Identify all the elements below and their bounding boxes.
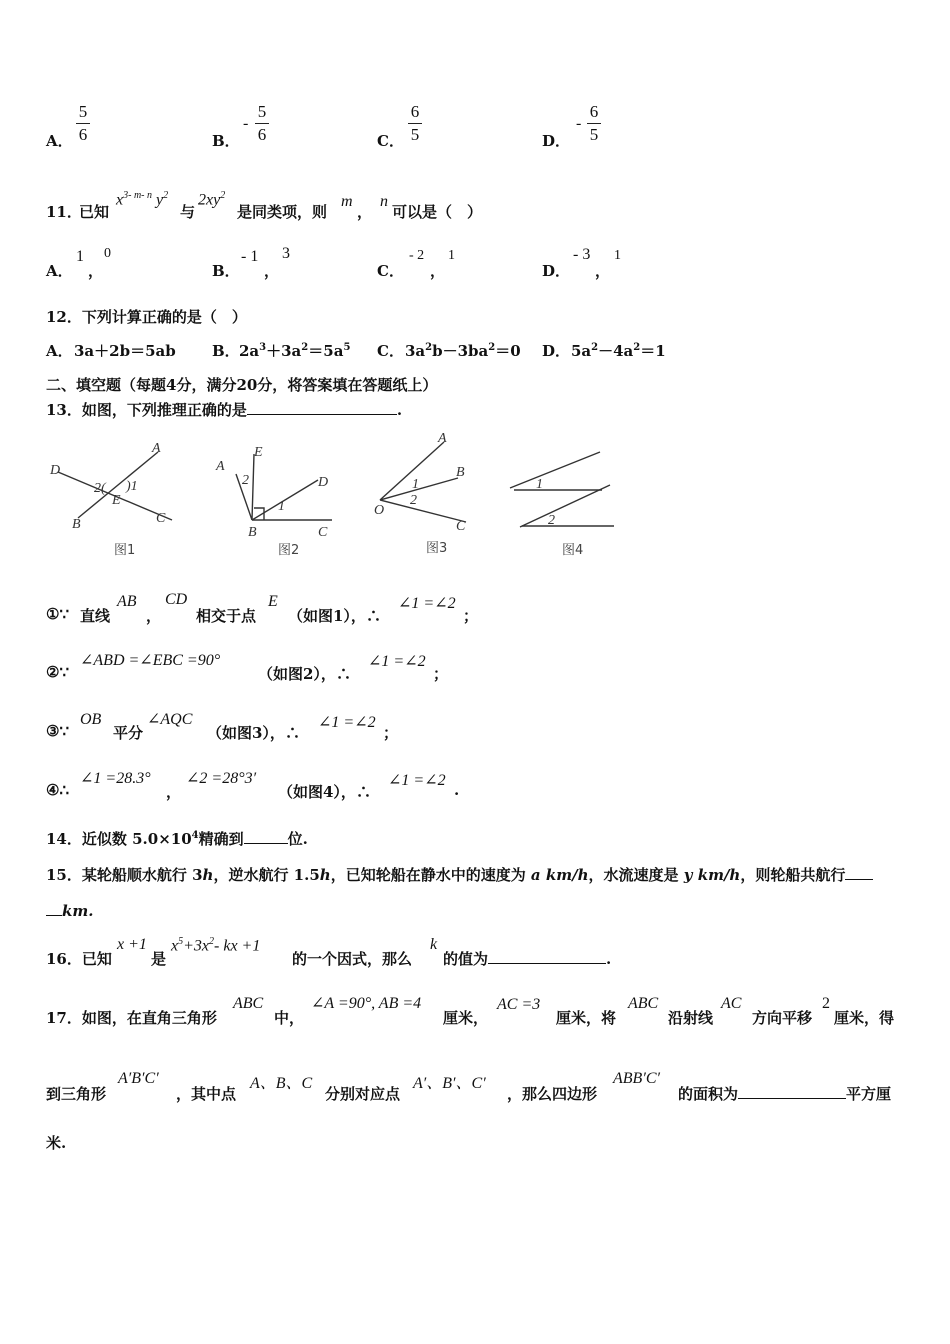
q17-text-14: 米. bbox=[46, 1134, 67, 1152]
q12-option-d-letter[interactable]: D． bbox=[542, 342, 571, 360]
q12-option-c-letter[interactable]: C． bbox=[377, 342, 404, 360]
q13-answer-blank[interactable] bbox=[247, 400, 397, 415]
q17-text-9: ，其中点 bbox=[176, 1085, 237, 1103]
q17-text-4: 厘米，将 bbox=[556, 1009, 617, 1027]
q13-item-3-conclusion: ∠1 =∠2 bbox=[318, 714, 376, 731]
q10-option-b-sign: - bbox=[243, 115, 249, 132]
fig2-label-2: 2 bbox=[242, 473, 249, 488]
q11-option-c-value1: - 2 bbox=[409, 248, 425, 263]
q10-option-b-fraction: $\frac{5}{6}$ bbox=[255, 103, 269, 144]
q12-option-a: 3a＋2b＝5ab bbox=[74, 342, 176, 360]
q11-text-2: 与 bbox=[180, 203, 196, 221]
q12-option-d: $5a^2-4a^2=1$ bbox=[571, 342, 666, 360]
q11-text-3: 是同类项，则 bbox=[237, 203, 328, 221]
q11-option-b-value1: - 1 bbox=[241, 248, 259, 265]
fig3-label-1: 1 bbox=[412, 477, 419, 492]
fig1-label-1: )1 bbox=[126, 479, 138, 494]
q17-points: A、B、C bbox=[250, 1075, 313, 1092]
fig2-label-a: A bbox=[216, 459, 225, 474]
fig2-caption: 图2 bbox=[278, 543, 300, 558]
q12-option-a-letter[interactable]: A． bbox=[46, 342, 73, 360]
q13-item-1-text-3: （如图1），∴ bbox=[288, 607, 381, 625]
fig4-transversal-2 bbox=[520, 485, 610, 527]
fig1-label-e: E bbox=[112, 493, 121, 508]
q17-text-2: 中， bbox=[274, 1009, 305, 1027]
q13-item-1-cd: CD bbox=[165, 591, 188, 608]
q13-item-1-text-2: 相交于点 bbox=[196, 607, 257, 625]
q17-points-prime: A′、B′、C′ bbox=[413, 1075, 486, 1092]
q11-option-a-letter[interactable]: A． bbox=[46, 262, 73, 280]
q13-item-1-text-1: 直线 bbox=[80, 607, 111, 625]
q12-option-b-letter[interactable]: B． bbox=[212, 342, 240, 360]
section-2-title: 二、填空题（每题4分，满分20分，将答案填在答题纸上） bbox=[46, 376, 438, 394]
q13-item-3-text-2: （如图3），∴ bbox=[207, 724, 300, 742]
q11-option-a-sep: ， bbox=[88, 262, 104, 280]
q17-text-3: 厘米， bbox=[443, 1009, 489, 1027]
q11-number: 11． bbox=[46, 203, 82, 221]
q17-abc: ABC bbox=[233, 995, 264, 1012]
q13-item-2-end: ； bbox=[433, 665, 449, 683]
q17-text-8: 到三角形 bbox=[46, 1085, 107, 1103]
q11-expr2: $2xy^2$ bbox=[198, 190, 226, 209]
q17-text-6: 方向平移 bbox=[752, 1009, 813, 1027]
fig1-label-b: B bbox=[72, 517, 81, 532]
q13-item-4-text: （如图4），∴ bbox=[278, 783, 371, 801]
q16-text-2: 是 bbox=[151, 950, 167, 968]
q17-ac: AC =3 bbox=[497, 996, 541, 1013]
q11-option-b-sep: ， bbox=[264, 262, 280, 280]
q13-item-3-ob: OB bbox=[80, 711, 102, 728]
q15-answer-blank-part2[interactable] bbox=[46, 901, 62, 916]
q17-text-1: 17．如图，在直角三角形 bbox=[46, 1009, 217, 1027]
q13-item-1-mark: ①∵ bbox=[46, 605, 69, 623]
q11-option-b-value2: 3 bbox=[282, 245, 290, 262]
q11-option-a-value1: 1 bbox=[76, 248, 84, 265]
q16-var-k: k bbox=[430, 936, 438, 953]
q11-option-d-sep: ， bbox=[595, 262, 611, 280]
q10-option-c-fraction: $\frac{6}{5}$ bbox=[408, 103, 422, 144]
fig1-caption: 图1 bbox=[114, 543, 136, 558]
q13-item-3-aqc: ∠AQC bbox=[147, 711, 193, 728]
q11-text-4: 可以是（ ） bbox=[392, 203, 483, 221]
q11-expr1: $x^{3- m- n}$ $y^2$ bbox=[116, 190, 169, 209]
q17-answer-blank[interactable] bbox=[738, 1084, 846, 1099]
q13-item-2-text: （如图2），∴ bbox=[258, 665, 351, 683]
q11-option-b-letter[interactable]: B． bbox=[212, 262, 240, 280]
q13-item-4-cond-1: ∠1 =28.3° bbox=[80, 770, 151, 787]
q10-option-a-fraction: $\frac{5}{6}$ bbox=[76, 103, 90, 144]
q11-option-d-value1: - 3 bbox=[573, 246, 591, 263]
q13-item-1-ab: AB bbox=[117, 593, 137, 610]
q17-text-7: 厘米，得 bbox=[834, 1009, 895, 1027]
q15-answer-blank-part1[interactable] bbox=[845, 865, 873, 880]
q11-var-m: m bbox=[341, 193, 353, 210]
q11-option-c-sep: ， bbox=[430, 262, 446, 280]
q11-option-d-letter[interactable]: D． bbox=[542, 262, 571, 280]
q11-comma: ， bbox=[357, 203, 373, 221]
q10-option-d-fraction: $\frac{6}{5}$ bbox=[587, 103, 601, 144]
fig4-transversal-1 bbox=[510, 452, 600, 488]
q11-option-c-value2: 1 bbox=[448, 248, 455, 263]
fig3-label-b: B bbox=[456, 465, 465, 480]
q13-item-4-conclusion: ∠1 =∠2 bbox=[388, 772, 446, 789]
q16-answer-blank[interactable] bbox=[488, 949, 606, 964]
fig4-label-1: 1 bbox=[536, 477, 543, 492]
q13-item-4-sep: ， bbox=[166, 783, 182, 801]
q15-line-1: 15．某轮船顺水航行 3h，逆水航行 1.5h，已知轮船在静水中的速度为 a km/h，水流速度是 y km/h，则轮船共航行 bbox=[46, 864, 873, 885]
fig2-label-c: C bbox=[318, 525, 328, 540]
q16-text-1: 16．已知 bbox=[46, 950, 112, 968]
q10-option-a-letter[interactable]: A． bbox=[46, 132, 73, 150]
q17-text-5: 沿射线 bbox=[668, 1009, 714, 1027]
fig3-caption: 图3 bbox=[426, 541, 448, 556]
q12-option-b: $2a^3+3a^2=5a^5$ bbox=[239, 342, 351, 360]
q13-item-3-text-1: 平分 bbox=[113, 724, 144, 742]
fig4-label-2: 2 bbox=[548, 513, 555, 528]
q11-option-d-value2: 1 bbox=[614, 248, 621, 263]
fig2-line-be bbox=[252, 454, 254, 520]
q17-quadrilateral: ABB′C′ bbox=[613, 1070, 660, 1087]
fig3-label-o: O bbox=[374, 503, 385, 518]
q13-item-3-end: ； bbox=[383, 724, 399, 742]
fig3-label-a: A bbox=[438, 431, 447, 446]
q13-item-4-end: . bbox=[454, 781, 460, 799]
q16-text-4: 的值为 . bbox=[443, 950, 612, 968]
q13-item-3-mark: ③∵ bbox=[46, 722, 69, 740]
q12-stem: 12．下列计算正确的是（ ） bbox=[46, 308, 247, 326]
q17-text-10: 分别对应点 bbox=[325, 1085, 401, 1103]
q13-item-2-mark: ②∵ bbox=[46, 663, 69, 681]
q13-item-1-end: ； bbox=[463, 607, 479, 625]
q13-figures bbox=[40, 430, 640, 565]
fig2-label-1: 1 bbox=[278, 499, 285, 514]
fig1-label-c: C bbox=[156, 511, 166, 526]
q13-stem: 13．如图，下列推理正确的是 . bbox=[46, 401, 403, 419]
fig1-label-2: 2( bbox=[94, 481, 106, 496]
q17-distance: 2 bbox=[822, 995, 830, 1012]
fig2-label-d: D bbox=[318, 475, 329, 490]
fig1-label-d: D bbox=[50, 463, 61, 478]
q11-option-a-value2: 0 bbox=[104, 246, 111, 261]
q13-item-2-conclusion: ∠1 =∠2 bbox=[368, 653, 426, 670]
q13-item-1-conclusion: ∠1 =∠2 bbox=[398, 595, 456, 612]
q11-var-n: n bbox=[380, 193, 388, 210]
fig2-line-bd bbox=[252, 480, 318, 520]
q13-item-4-cond-2: ∠2 =28°3′ bbox=[186, 770, 257, 787]
q13-item-1-e: E bbox=[268, 593, 278, 610]
fig3-label-c: C bbox=[456, 519, 466, 534]
q13-item-2-condition: ∠ABD =∠EBC =90° bbox=[80, 652, 221, 669]
q13-item-1-comma: ， bbox=[146, 607, 162, 625]
q17-abc-prime: A′B′C′ bbox=[118, 1070, 159, 1087]
q17-ac-2: AC bbox=[721, 995, 742, 1012]
q17-abc-2: ABC bbox=[628, 995, 659, 1012]
q16-expr-1: x +1 bbox=[117, 936, 147, 953]
q12-option-c: $3a^2b-3ba^2=0$ bbox=[405, 342, 521, 360]
q16-expr-2: $x^5+3x^2-$ kx +1 bbox=[171, 936, 261, 955]
q10-option-d-letter[interactable]: D． bbox=[542, 132, 571, 150]
fig2-label-b: B bbox=[248, 525, 257, 540]
question-14: 14．近似数 $5.0\times 10^4$精确到 位. bbox=[46, 830, 308, 848]
q15-line-2: km. bbox=[46, 901, 94, 920]
q17-condition: ∠A =90°, AB =4 bbox=[311, 995, 422, 1012]
fig3-label-2: 2 bbox=[410, 493, 417, 508]
fig2-label-e: E bbox=[254, 445, 263, 460]
q14-answer-blank[interactable] bbox=[244, 829, 288, 844]
q17-text-11: ，那么四边形 bbox=[507, 1085, 598, 1103]
q17-text-12: 的面积为 平方厘 bbox=[678, 1085, 892, 1103]
fig4-caption: 图4 bbox=[562, 543, 584, 558]
q10-option-d-sign: - bbox=[576, 115, 582, 132]
q11-option-c-letter[interactable]: C． bbox=[377, 262, 404, 280]
q11-text-1: 已知 bbox=[79, 203, 110, 221]
fig3-line-oc bbox=[380, 500, 466, 522]
q13-item-4-mark: ④∴ bbox=[46, 781, 69, 799]
fig1-label-a: A bbox=[152, 441, 161, 456]
q10-option-c-letter[interactable]: C． bbox=[377, 132, 404, 150]
q10-option-b-letter[interactable]: B． bbox=[212, 132, 240, 150]
q16-text-3: 的一个因式，那么 bbox=[292, 950, 413, 968]
